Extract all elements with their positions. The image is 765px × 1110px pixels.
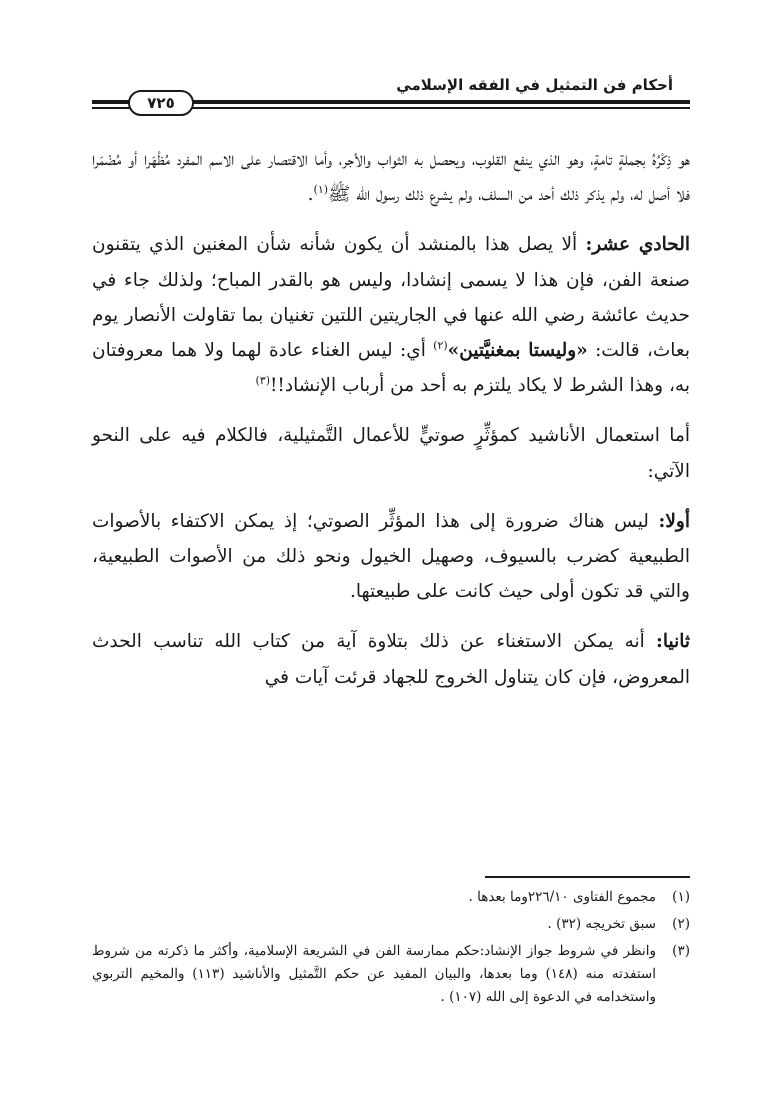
footnote-number: (٢) [672,916,690,932]
footnote-separator [485,876,690,878]
hadith-quote: «وليستا بمغنيَّتين» [447,340,588,362]
text-run: أما استعمال الأناشيد كمؤثِّرٍ صوتيٍّ للأعمال التَّمثيلية، فالكلام فيه على النحو الآتي: [92,425,690,482]
text-run: هو ذِكْرُهُ بجملةٍ تامةٍ، وهو الذي ينفع القلوب، ويحصل به الثواب والأجر، وأما الاقتصار على الاسم المفرد مُظْهَرا أو مُضْمَرا فلا أصل له، ولم يذكر ذلك أحد من السلف، ولم يشرع ذلك رسول الله ﷺ [92,149,690,206]
footnote-text: سبق تخريجه (٣٢) . [547,916,656,932]
text-run: ليس هناك ضرورة إلى هذا المؤثِّر الصوتي؛ إذ يمكن الاكتفاء بالأصوات الطبيعية كضرب بالسيوف، وصهيل الخيول ونحو ذلك من الأصوات الطبيعية، والتي قد تكون أولى حيث كانت على طبيعتها. [92,510,690,603]
paragraph [92,624,690,694]
paragraph [92,227,690,403]
running-header-title: أحكام فن التمثيل في الفقه الإسلامي [396,76,673,94]
main-text [92,142,690,710]
footnote [92,886,690,909]
footnote [92,940,690,1009]
paragraph-lead: ثانيا: [656,631,690,653]
footnote-text: مجموع الفتاوى ٢٢٦/١٠وما بعدها . [468,889,656,905]
footnote-text: وانظر في شروط جواز الإنشاد:حكم ممارسة الفن في الشريعة الإسلامية، وأكثر ما ذكرته من شروط استفدته منه (١٤٨) وما بعدها، والبيان المفيد عن حكم التَّمثيل والأناشيد (١١٣) والمخيم التربوي واستخدامه في الدعوة إلى الله (١٠٧) . [92,943,656,1005]
footnote-number: (١) [672,889,690,905]
text-run: أنه يمكن الاستغناء عن ذلك بتلاوة آية من كتاب الله تناسب الحدث المعروض، فإن كان يتناول الخروج للجهاد قرئت آيات في [92,631,690,688]
text-run: أي: ليس الغناء عادة لهما ولا هما معروفتان به، وهذا الشرط لا يكاد يلتزم به أحد من أرباب الإنشاد!! [92,340,690,397]
text-run: ألا يصل هذا بالمنشد أن يكون شأنه شأن المغنين الذي يتقنون صنعة الفن، فإن هذا لا يسمى إنشادا، وليس هو بالقدر المباح؛ ولذلك جاء في حديث عائشة رضي الله عنها في الجاريتين اللتين تغنيان بما تقاولت الأنصار يوم بعاث، قالت: [92,234,691,362]
paragraph [92,418,690,488]
footnote-reference: (١) [313,183,329,197]
paragraph [92,504,690,610]
footnote-reference: (٢) [433,338,448,352]
footnote [92,913,690,936]
paragraph-lead: أولا: [658,510,690,532]
footnote-number: (٣) [672,943,690,959]
footnote-reference: (٣) [255,374,270,388]
text-run: . [307,184,314,206]
paragraph-lead: الحادي عشر: [585,234,690,256]
page-number-badge: ٧٢٥ [128,90,194,116]
footnotes [92,886,690,1013]
paragraph [92,142,690,212]
